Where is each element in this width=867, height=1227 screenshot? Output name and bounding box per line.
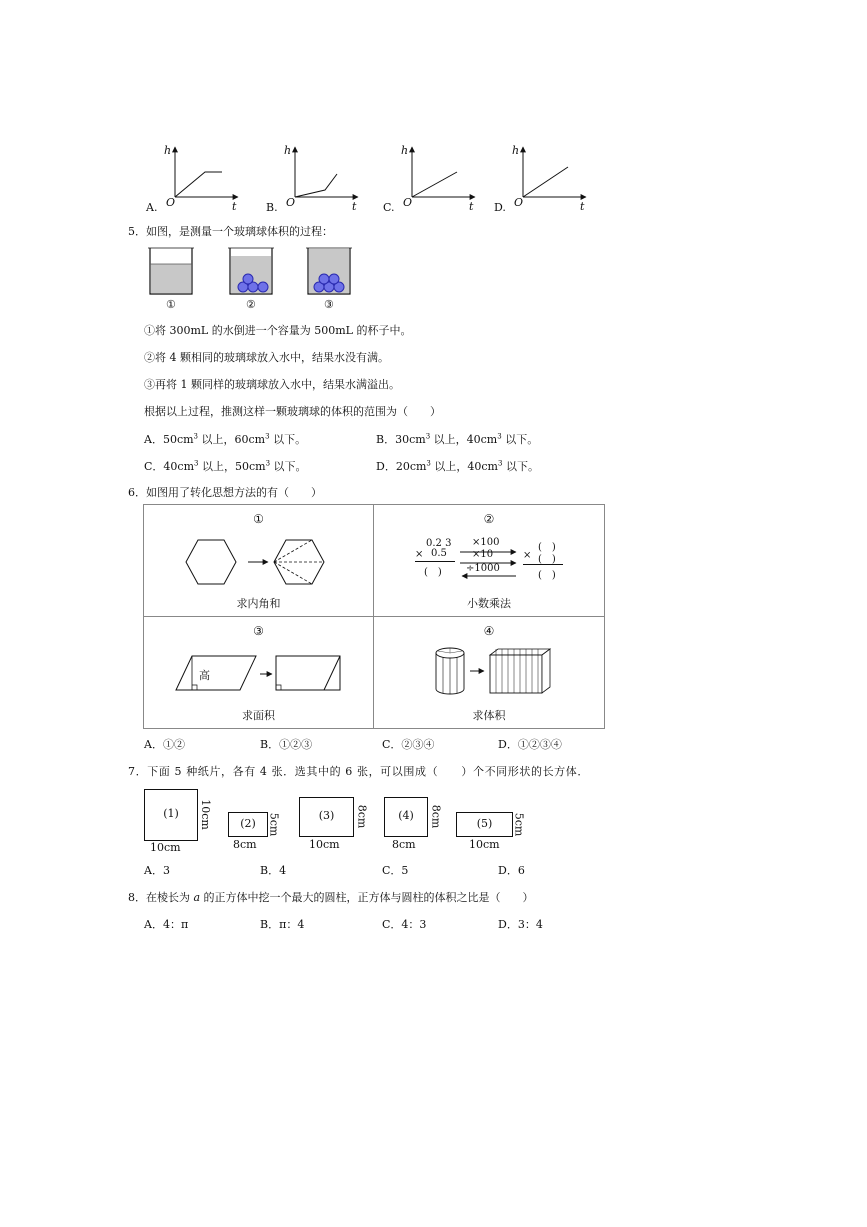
- cup-3-label: ③: [324, 298, 334, 311]
- graph-d-origin: O: [514, 196, 524, 209]
- graph-b-origin: O: [286, 196, 296, 209]
- q6-option-d[interactable]: D．①②③④: [498, 738, 562, 751]
- cup-2-label: ②: [246, 298, 256, 311]
- q5-option-d[interactable]: D．$20cm^3$ 以上，$40cm^3$ 以下。: [376, 459, 539, 473]
- q5-step-2: ②将 4 颗相同的玻璃球放入水中，结果水没有满。: [144, 351, 389, 364]
- card-1-height: 10cm: [198, 799, 212, 830]
- graph-c-h: h: [401, 144, 409, 157]
- cup-1-label: ①: [166, 298, 176, 311]
- q5-option-a[interactable]: A．$50cm^3$ 以上，$60cm^3$ 以下。: [144, 432, 307, 446]
- graph-a-h: h: [164, 144, 172, 157]
- card-3-width: 10cm: [309, 838, 340, 851]
- q6-cell-4: ④ 求体积: [373, 616, 605, 729]
- q7-stem: 7．下面 5 种纸片，各有 4 张．选其中的 6 张，可以围成（ ）个不同形状的长方体．: [128, 765, 589, 778]
- q6-option-c[interactable]: C．②③④: [382, 738, 435, 751]
- height-label: 高: [199, 669, 210, 682]
- q7-option-a[interactable]: A．3: [144, 864, 170, 877]
- q8-option-d[interactable]: D．3：4: [498, 918, 543, 931]
- q5-option-c[interactable]: C．$40cm^3$ 以上，$50cm^3$ 以下。: [144, 459, 307, 473]
- card-3-height: 8cm: [355, 804, 369, 829]
- q8-option-c[interactable]: C．4：3: [382, 918, 427, 931]
- q5-question: 根据以上过程，推测这样一颗玻璃球的体积的范围为（ ）: [144, 405, 441, 418]
- card-1: (1): [144, 789, 198, 841]
- card-5-height: 5cm: [512, 812, 526, 837]
- q6-cell-1: ① 求内角和: [143, 504, 374, 617]
- card-4: (4): [384, 797, 428, 837]
- q4-option-c[interactable]: C.: [383, 201, 395, 214]
- cup-1: [148, 246, 196, 298]
- q5-option-b[interactable]: B．$30cm^3$ 以上，$40cm^3$ 以下。: [376, 432, 539, 446]
- q7-option-d[interactable]: D．6: [498, 864, 525, 877]
- q6-option-b[interactable]: B．①②③: [260, 738, 313, 751]
- graph-a-t: t: [232, 200, 237, 213]
- q6-stem: 6．如图用了转化思想方法的有（ ）: [128, 486, 322, 499]
- card-4-width: 8cm: [392, 838, 416, 851]
- card-5-width: 10cm: [469, 838, 500, 851]
- card-5: (5): [456, 812, 513, 837]
- q7-option-b[interactable]: B．4: [260, 864, 287, 877]
- card-1-width: 10cm: [150, 841, 181, 854]
- q8-option-a[interactable]: A．4：π: [144, 918, 189, 931]
- card-2-height: 5cm: [267, 812, 281, 837]
- graph-c-origin: O: [403, 196, 413, 209]
- card-2: (2): [228, 812, 268, 837]
- cylinder-figure: [434, 647, 564, 697]
- q4-option-a[interactable]: A.: [146, 201, 158, 214]
- q8-stem: 8．在棱长为 a 的正方体中挖一个最大的圆柱，正方体与圆柱的体积之比是（ ）: [128, 891, 534, 904]
- graph-b-t: t: [352, 200, 357, 213]
- q6-option-a[interactable]: A．①②: [144, 738, 185, 751]
- q7-option-c[interactable]: C．5: [382, 864, 409, 877]
- q5-step-3: ③再将 1 颗同样的玻璃球放入水中，结果水满溢出。: [144, 378, 400, 391]
- cup-2: [228, 246, 276, 298]
- card-2-width: 8cm: [233, 838, 257, 851]
- q4-option-d[interactable]: D.: [494, 201, 506, 214]
- graph-a-origin: O: [166, 196, 176, 209]
- q6-cell-3: ③ 高 求面积: [143, 616, 374, 729]
- cup-3: [306, 246, 354, 298]
- graph-c-t: t: [469, 200, 474, 213]
- q5-stem: 5．如图，是测量一个玻璃球体积的过程：: [128, 225, 333, 238]
- card-3: (3): [299, 797, 354, 837]
- graph-d-h: h: [512, 144, 520, 157]
- hexagon-figure: [186, 538, 336, 593]
- q8-option-b[interactable]: B．π：4: [260, 918, 305, 931]
- graph-d-t: t: [580, 200, 585, 213]
- q4-option-b[interactable]: B.: [266, 201, 278, 214]
- card-4-height: 8cm: [429, 804, 443, 829]
- q6-cell-2: ② 0.2 3 × 0.5 ( ) ×100 ×10 ÷1000 ( ) × ( ) ( ) 小数乘法: [373, 504, 605, 617]
- q5-step-1: ①将 300mL 的水倒进一个容量为 500mL 的杯子中。: [144, 324, 412, 337]
- graph-b-h: h: [284, 144, 292, 157]
